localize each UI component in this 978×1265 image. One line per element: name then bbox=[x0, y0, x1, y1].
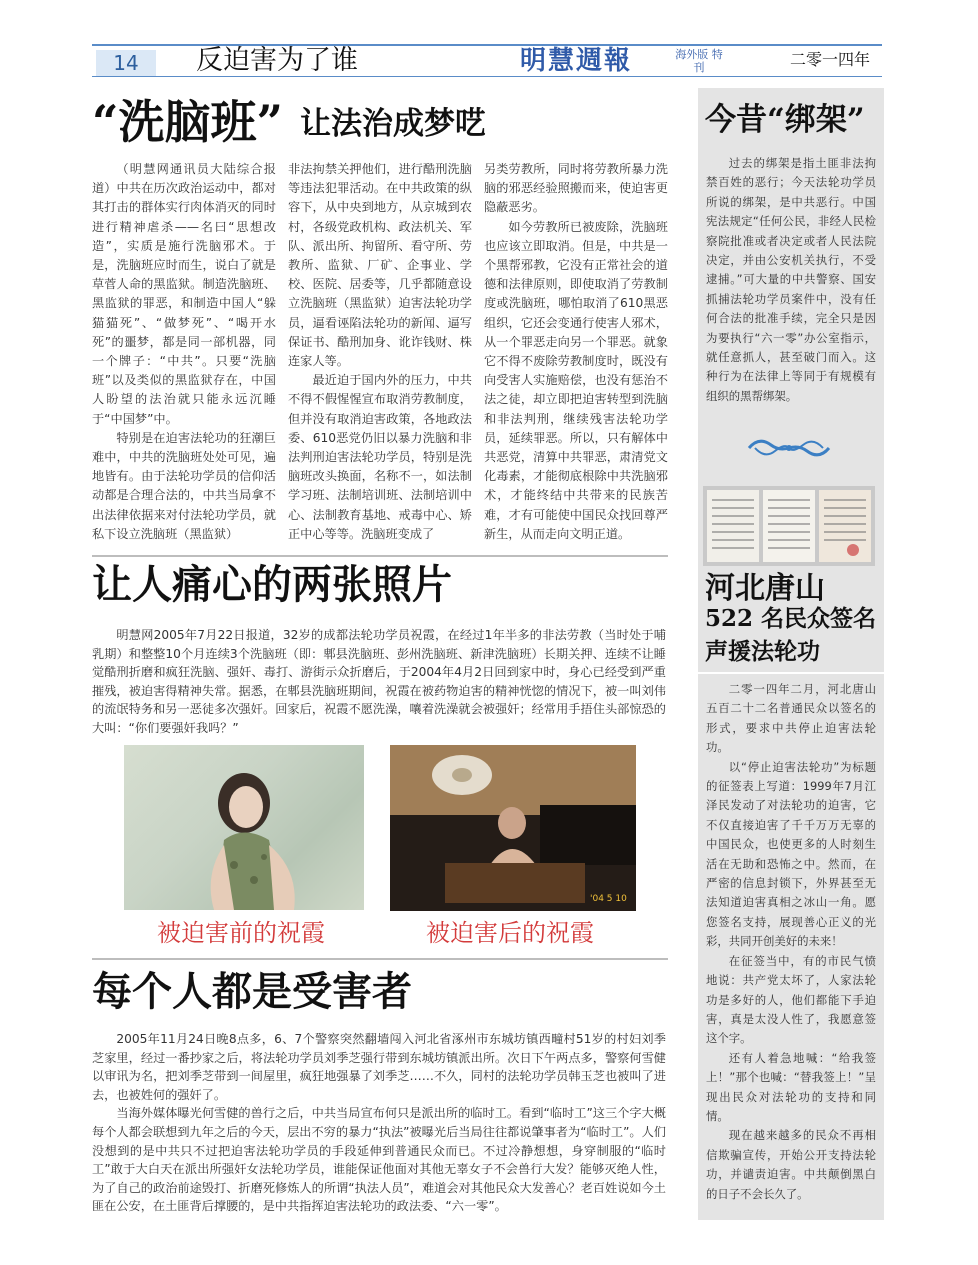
article1-title-main: “洗脑班” bbox=[92, 95, 283, 149]
woman-portrait-illustration bbox=[124, 745, 364, 910]
photo-before bbox=[124, 745, 364, 910]
petition-sheets-illustration bbox=[703, 486, 875, 566]
petition-scans-image bbox=[703, 486, 875, 566]
article3-title: 每个人都是受害者 bbox=[92, 968, 412, 1015]
paragraph: 当海外媒体曝光何雪健的兽行之后，中共当局宣布何只是派出所的临时工。看到“临时工”这三个字大概每个人都会联想到九年之后的今天，层出不穷的暴力“执法”被曝光后当局往往都说肇事者为“临时工”。人们没想到的是中共只不过把迫害法轮功学员的手段延伸到普通民众而已。不过冷静想想，身穿制服的“临时工”敢于大白天在派出所强奸女法轮功学员，谁能保证他面对其他无辜女子不会兽行大发？能够灭绝人性，为了自己的政治前途毁打、折磨死修炼人的所谓“执法人员”，难道会对其他民众大发善心？老百姓说如今土匪在公安，在土匪背后撑腰的，是中共指挥迫害法轮功的政法委、“六一零”。 bbox=[92, 1106, 666, 1214]
paragraph: 如今劳教所已被废除，洗脑班也应该立即取消。但是，中共是一个黑帮邪教，它没有正常社会的道德和法律原则，即使取消了劳教制度或洗脑班，哪怕取消了610黑恶组织，它还会变通行使害人邪术，从一个罪恶走向另一个罪恶。就象它不得不废除劳教制度时，既没有向受害人实施赔偿，也没有惩治不法之徒，却立即把迫害转型到洗脑和非法判刑，继续残害法轮功学员，延续罪恶。所以，只有解体中共恶党，清算中共罪恶，肃清党文化毒素，才能彻底根除中共洗脑邪术，才能终结中共带来的民族苦难，才有可能使中国民众找回尊严新生，从而走向文明正道。 bbox=[484, 219, 668, 541]
article2-body bbox=[92, 626, 666, 738]
article1-column-2 bbox=[288, 160, 472, 544]
date-stamp: '04 5 10 bbox=[590, 894, 627, 904]
paragraph: 2005年11月24日晚8点多，6、7个警察突然翻墙闯入河北省涿州市东城坊镇西疃村51岁的村妇刘季芝家里，经过一番抄家之后，将法轮功学员刘季芝强行带到东城坊镇派出所。次日下午两点多，警察何雪健以审讯为名，把刘季芝带到一间屋里，疯狂地强暴了刘季芝……不久，同村的法轮功学员韩玉芝也被叫了进去，也被姓何的强奸了。 bbox=[92, 1032, 666, 1102]
flourish-ornament-icon bbox=[745, 433, 833, 463]
sidebar-section1-body bbox=[706, 154, 876, 406]
section-divider bbox=[92, 555, 668, 557]
page-number: 14 bbox=[96, 50, 156, 76]
paragraph: 另类劳教所，同时将劳教所暴力洗脑的邪恶经验照搬而来，使迫害更隐蔽恶劣。 bbox=[484, 162, 668, 215]
sidebar-section1-title: 今昔“绑架” bbox=[705, 102, 865, 138]
paragraph: 还有人着急地喊：“给我签上！”那个也喊：“替我签上！”呈现出民众对法轮功的支持和同情。 bbox=[706, 1050, 876, 1123]
header-bottom-rule bbox=[92, 76, 882, 77]
article2-title: 让人痛心的两张照片 bbox=[92, 561, 452, 608]
article1-column-1 bbox=[92, 160, 276, 544]
edition-label: 海外版 特刊 bbox=[675, 48, 723, 74]
sidebar-section2-body bbox=[706, 680, 876, 1204]
paragraph: 现在越来越多的民众不再相信欺骗宣传，开始公开支持法轮功，并谴责迫害。中共颠倒黑白的日子不会长久了。 bbox=[706, 1128, 876, 1201]
photo-after-caption: 被迫害后的祝霞 bbox=[426, 919, 594, 947]
masthead-logo: 明慧週報 bbox=[520, 46, 633, 76]
paragraph: 以“停止迫害法轮功”为标题的征签表上写道：1999年7月江泽民发动了对法轮功的迫害，它不仅直接迫害了千千万万无辜的中国民众，也使更多的人时刻生活在无助和恐怖之中。然而，在严密的信息封锁下，外界甚至无法知道迫害真相之冰山一角。愿您签名支持，展现善心正义的光彩，共同开创美好的未来！ bbox=[706, 759, 876, 949]
article3-body bbox=[92, 1030, 666, 1216]
paragraph: 过去的绑架是指土匪非法拘禁百姓的恶行；今天法轮功学员所说的绑架，是中共恶行。中国宪法规定“任何公民，非经人民检察院批准或者决定或者人民法院决定，并由公安机关执行，不受逮捕。”可大量的中共警察、国安抓捕法轮功学员案件中，没有任何合法的批准手续，完全只是因为要执行“六一零”办公室指示，就任意抓人，甚至破门而入。这种行为在法律上等同于有规模有组织的黑帮绑架。 bbox=[706, 156, 876, 403]
paragraph: 明慧网2005年7月22日报道，32岁的成都法轮功学员祝霞，在经过1年半多的非法劳教（当时处于哺乳期）和整整10个月连续3个洗脑班（即：郫县洗脑班、彭州洗脑班、新津洗脑班）长期关押、连续不让睡觉酷刑折磨和疯狂洗脑、强奸、毒打、游街示众折磨后，于2004年4月2日回到家中时，身心已经受到严重摧残，被迫害得精神失常。据悉，在郫县洗脑班期间，祝霞在被药物迫害的精神恍惚的情况下，被一叫刘伟的流氓特务和另一恶徒多次强奸。回家后，祝霞不愿洗澡，嚷着洗澡就会被强奸；经常用手捂住头部惊恐的大叫：“你们要强奸我吗？” bbox=[92, 628, 666, 735]
sidebar-section2-title-line3: 声援法轮功 bbox=[705, 638, 820, 665]
paragraph: 非法拘禁关押他们，进行酷刑洗脑等违法犯罪活动。在中共政策的纵容下，从中央到地方，从京城到农村，各级党政机构、政法机关、军队、派出所、拘留所、看守所、劳教所、监狱、厂矿、企事业、学校、医院、居委等，几乎都随意设立洗脑班（黑监狱）迫害法轮功学员，逼看诬陷法轮功的新闻、逼写保证书、酷刑加身、讹诈钱财、株连家人等。 bbox=[288, 162, 472, 369]
paragraph: 在征签当中，有的市民气愤地说：共产党太坏了，人家法轮功是多好的人，他们都能下手迫害，真是太没人性了，我愿意签这个字。 bbox=[706, 953, 876, 1046]
article1-title-sub: 让法治成梦呓 bbox=[300, 106, 486, 142]
article1-column-3 bbox=[484, 160, 668, 544]
sidebar-section2-title-line2: 522 名民众签名 bbox=[705, 605, 877, 632]
paragraph: 特别是在迫害法轮功的狂潮巨难中，中共的洗脑班处处可见，遍地皆有。由于法轮功学员的信仰活动都是合理合法的，中共当局拿不出法律依据来对付法轮功学员，就私下设立洗脑班（黑监狱） bbox=[92, 430, 276, 541]
section-divider bbox=[92, 958, 668, 960]
sidebar-section2-title-line1: 河北唐山 bbox=[705, 571, 825, 606]
dark-room-illustration bbox=[390, 745, 636, 911]
sidebar-divider bbox=[698, 672, 884, 674]
paragraph: 最近迫于国内外的压力，中共不得不假惺惺宣布取消劳教制度，但并没有取消迫害政策，各地政法委、610恶党仍旧以暴力洗脑和非法判刑迫害法轮功学员，特别是洗脑班改头换面，名称不一，如法制学习班、法制培训班、法制培训中心、法制教育基地、戒毒中心、矫正中心等等。洗脑班变成了 bbox=[288, 373, 472, 541]
paragraph: 二零一四年二月，河北唐山五百二十二名普通民众以签名的形式，要求中共停止迫害法轮功。 bbox=[706, 682, 876, 755]
paragraph: （明慧网通讯员大陆综合报道）中共在历次政治运动中，都对其打击的群体实行肉体消灭的同时进行精神虐杀——名曰“思想改造”，实质是施行洗脑邪术。于是，洗脑班应时而生，说白了就是草菅人命的黑监狱。制造洗脑班、黑监狱的罪恶，和制造中国人“躲猫猫死”、“做梦死”、“喝开水死”的噩梦，都是同一部机器，同一个牌子：“中共”。只要“洗脑班”以及类似的黑监狱存在，中国人盼望的法治就只能永远沉睡于“中国梦”中。 bbox=[92, 162, 276, 426]
photo-before-caption: 被迫害前的祝霞 bbox=[157, 919, 325, 947]
issue-year: 二零一四年 bbox=[790, 50, 871, 69]
section-title: 反迫害为了谁 bbox=[196, 45, 358, 76]
photo-after bbox=[390, 745, 636, 911]
